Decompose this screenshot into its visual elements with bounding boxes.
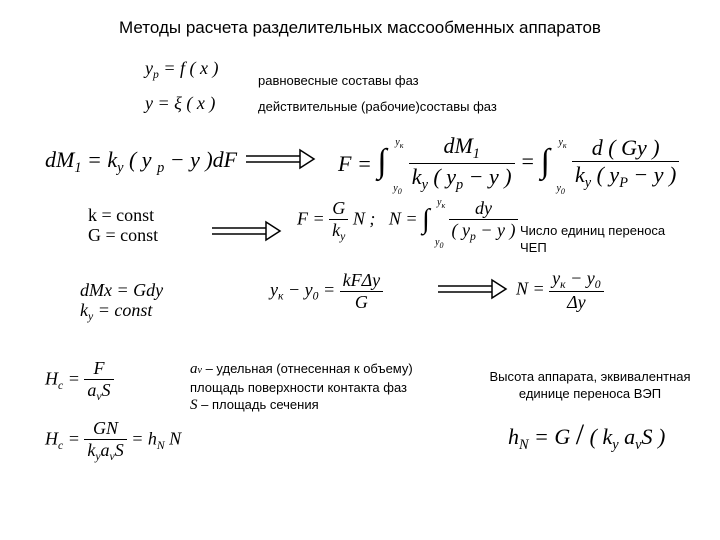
caption-working: действительные (рабочие)составы фаз — [258, 99, 497, 114]
ntu-ratio-formula: N = $\frac{y_к - y_0}{\Delta y}$ — [516, 268, 604, 313]
constants-block — [88, 205, 158, 245]
height-formula-2: $H_c$ = $\frac{GN}{k_ya_vS}$ = $h_N$ N — [45, 418, 182, 464]
assumptions-block — [80, 280, 163, 327]
caption-hetu: Высота аппарата, эквивалентная единице переноса ВЭП — [489, 369, 691, 401]
equilibrium-equation: $y_p = f$ ( x ) — [145, 58, 219, 82]
caption-ntu: Число единиц переноса ЧЕП — [520, 223, 666, 255]
caption-equilibrium: равновесные составы фаз — [258, 73, 419, 88]
working-line-equation: y = ξ ( x ) — [145, 93, 216, 113]
caption-av-s: av – удельная (отнесенная к объему) площадь поверхности контакта фаз S – площадь сечения — [190, 361, 413, 413]
surface-integral-formula: F = ∫ $y_к$ $y_0$ $\frac{dM_1}{k_y ( y_p - y )}$ = ∫ $y_к$ $y_0$ $\frac{d ( Gy )}{k_y ( y_P - y )}$ — [338, 133, 679, 194]
ntu-formula: F = $\frac{G}{k_y}$ N ; N = ∫ $y_к$ $y_0$ $\frac{dy}{( y_p - y )}$ — [297, 198, 518, 243]
arrow-right-2 — [210, 222, 280, 246]
page-title: Методы расчета разделительных массообменных аппаратов — [119, 18, 601, 37]
dmx-gdy: dMx = Gdy — [80, 280, 164, 300]
arrow-right-1 — [244, 150, 314, 174]
mass-transfer-equation: $dM_1 = k_y$ ( y $_p$ − y )dF — [45, 147, 238, 176]
ky-const: $k_y$ = const — [80, 300, 153, 324]
g-const: G = const — [88, 225, 159, 245]
arrow-right-3 — [436, 280, 506, 304]
height-formula-1: $H_c$ = $\frac{F}{a_vS}$ — [45, 358, 114, 403]
concentration-change-formula: $y_к - y_0$ = $\frac{\text{kFΔy}}{G}$ — [270, 270, 383, 313]
k-const: k = const — [88, 205, 155, 225]
hetu-formula: $h_N = G$ / ( $k_y$ $a_vS$ ) — [508, 418, 666, 453]
